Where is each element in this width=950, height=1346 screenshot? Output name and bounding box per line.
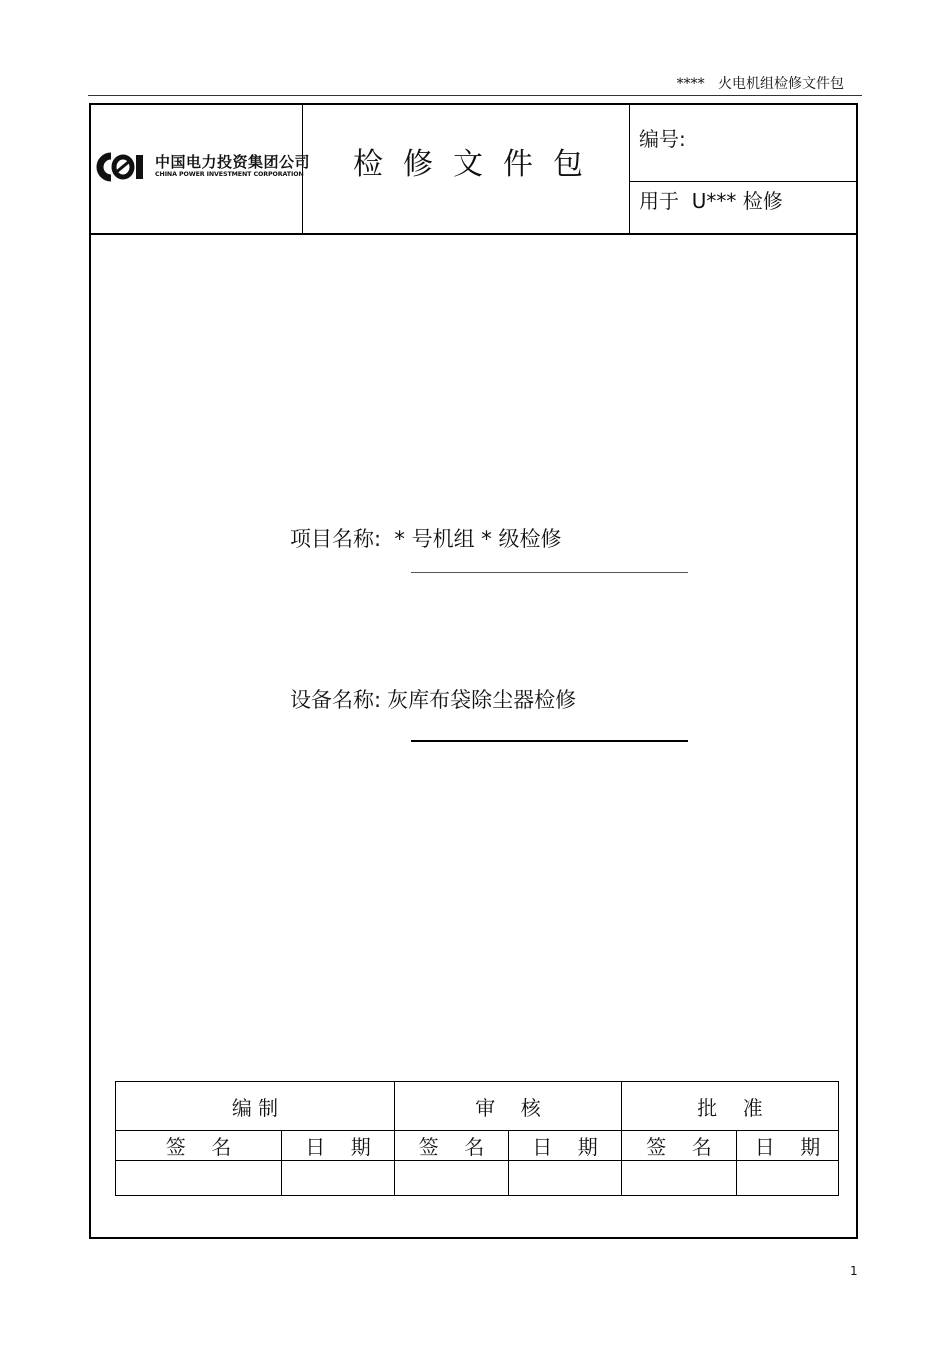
group-review: 审 核: [395, 1082, 622, 1131]
compile-sign-header: 签 名: [116, 1131, 282, 1161]
review-date-cell[interactable]: [509, 1161, 622, 1196]
equipment-name-value: 灰库布袋除尘器检修: [387, 688, 577, 712]
review-sign-cell[interactable]: [395, 1161, 509, 1196]
document-frame: [89, 103, 858, 1239]
compile-date-cell[interactable]: [282, 1161, 395, 1196]
logo-cell: [91, 105, 311, 233]
group-approve: 批 准: [622, 1082, 839, 1131]
approve-sign-cell[interactable]: [622, 1161, 737, 1196]
logo-name-en: CHINA POWER INVESTMENT CORPORATION: [155, 171, 304, 178]
project-name-field: [290, 523, 561, 553]
page-number: 1: [850, 1264, 858, 1278]
equipment-name-underline: [411, 740, 688, 742]
approve-date-cell[interactable]: [737, 1161, 839, 1196]
cpi-logo-icon: [95, 150, 145, 184]
equipment-name-field: [290, 684, 576, 714]
approve-date-header: 日 期: [737, 1131, 839, 1161]
running-header: [88, 70, 862, 96]
compile-sign-cell[interactable]: [116, 1161, 282, 1196]
equipment-name-label: 设备名称:: [290, 688, 382, 712]
project-name-underline: [411, 572, 688, 573]
signature-table: [115, 1081, 839, 1196]
usage-label: 用于 U*** 检修: [639, 189, 783, 213]
compile-date-header: 日 期: [282, 1131, 395, 1161]
approve-sign-header: 签 名: [622, 1131, 737, 1161]
title-block: [91, 105, 856, 235]
group-compile: 编 制: [116, 1082, 395, 1131]
project-name-value: * 号机组 * 级检修: [381, 527, 562, 551]
running-header-text: **** 火电机组检修文件包: [676, 76, 844, 92]
doc-title-cell: [303, 105, 630, 233]
review-date-header: 日 期: [509, 1131, 622, 1161]
review-sign-header: 签 名: [395, 1131, 509, 1161]
doc-number-cell: [630, 105, 856, 182]
doc-title: 检修文件包: [353, 147, 603, 182]
logo-name-cn: 中国电力投资集团公司: [155, 153, 311, 171]
doc-number-label: 编号:: [639, 127, 686, 151]
project-name-label: 项目名称:: [290, 527, 382, 551]
